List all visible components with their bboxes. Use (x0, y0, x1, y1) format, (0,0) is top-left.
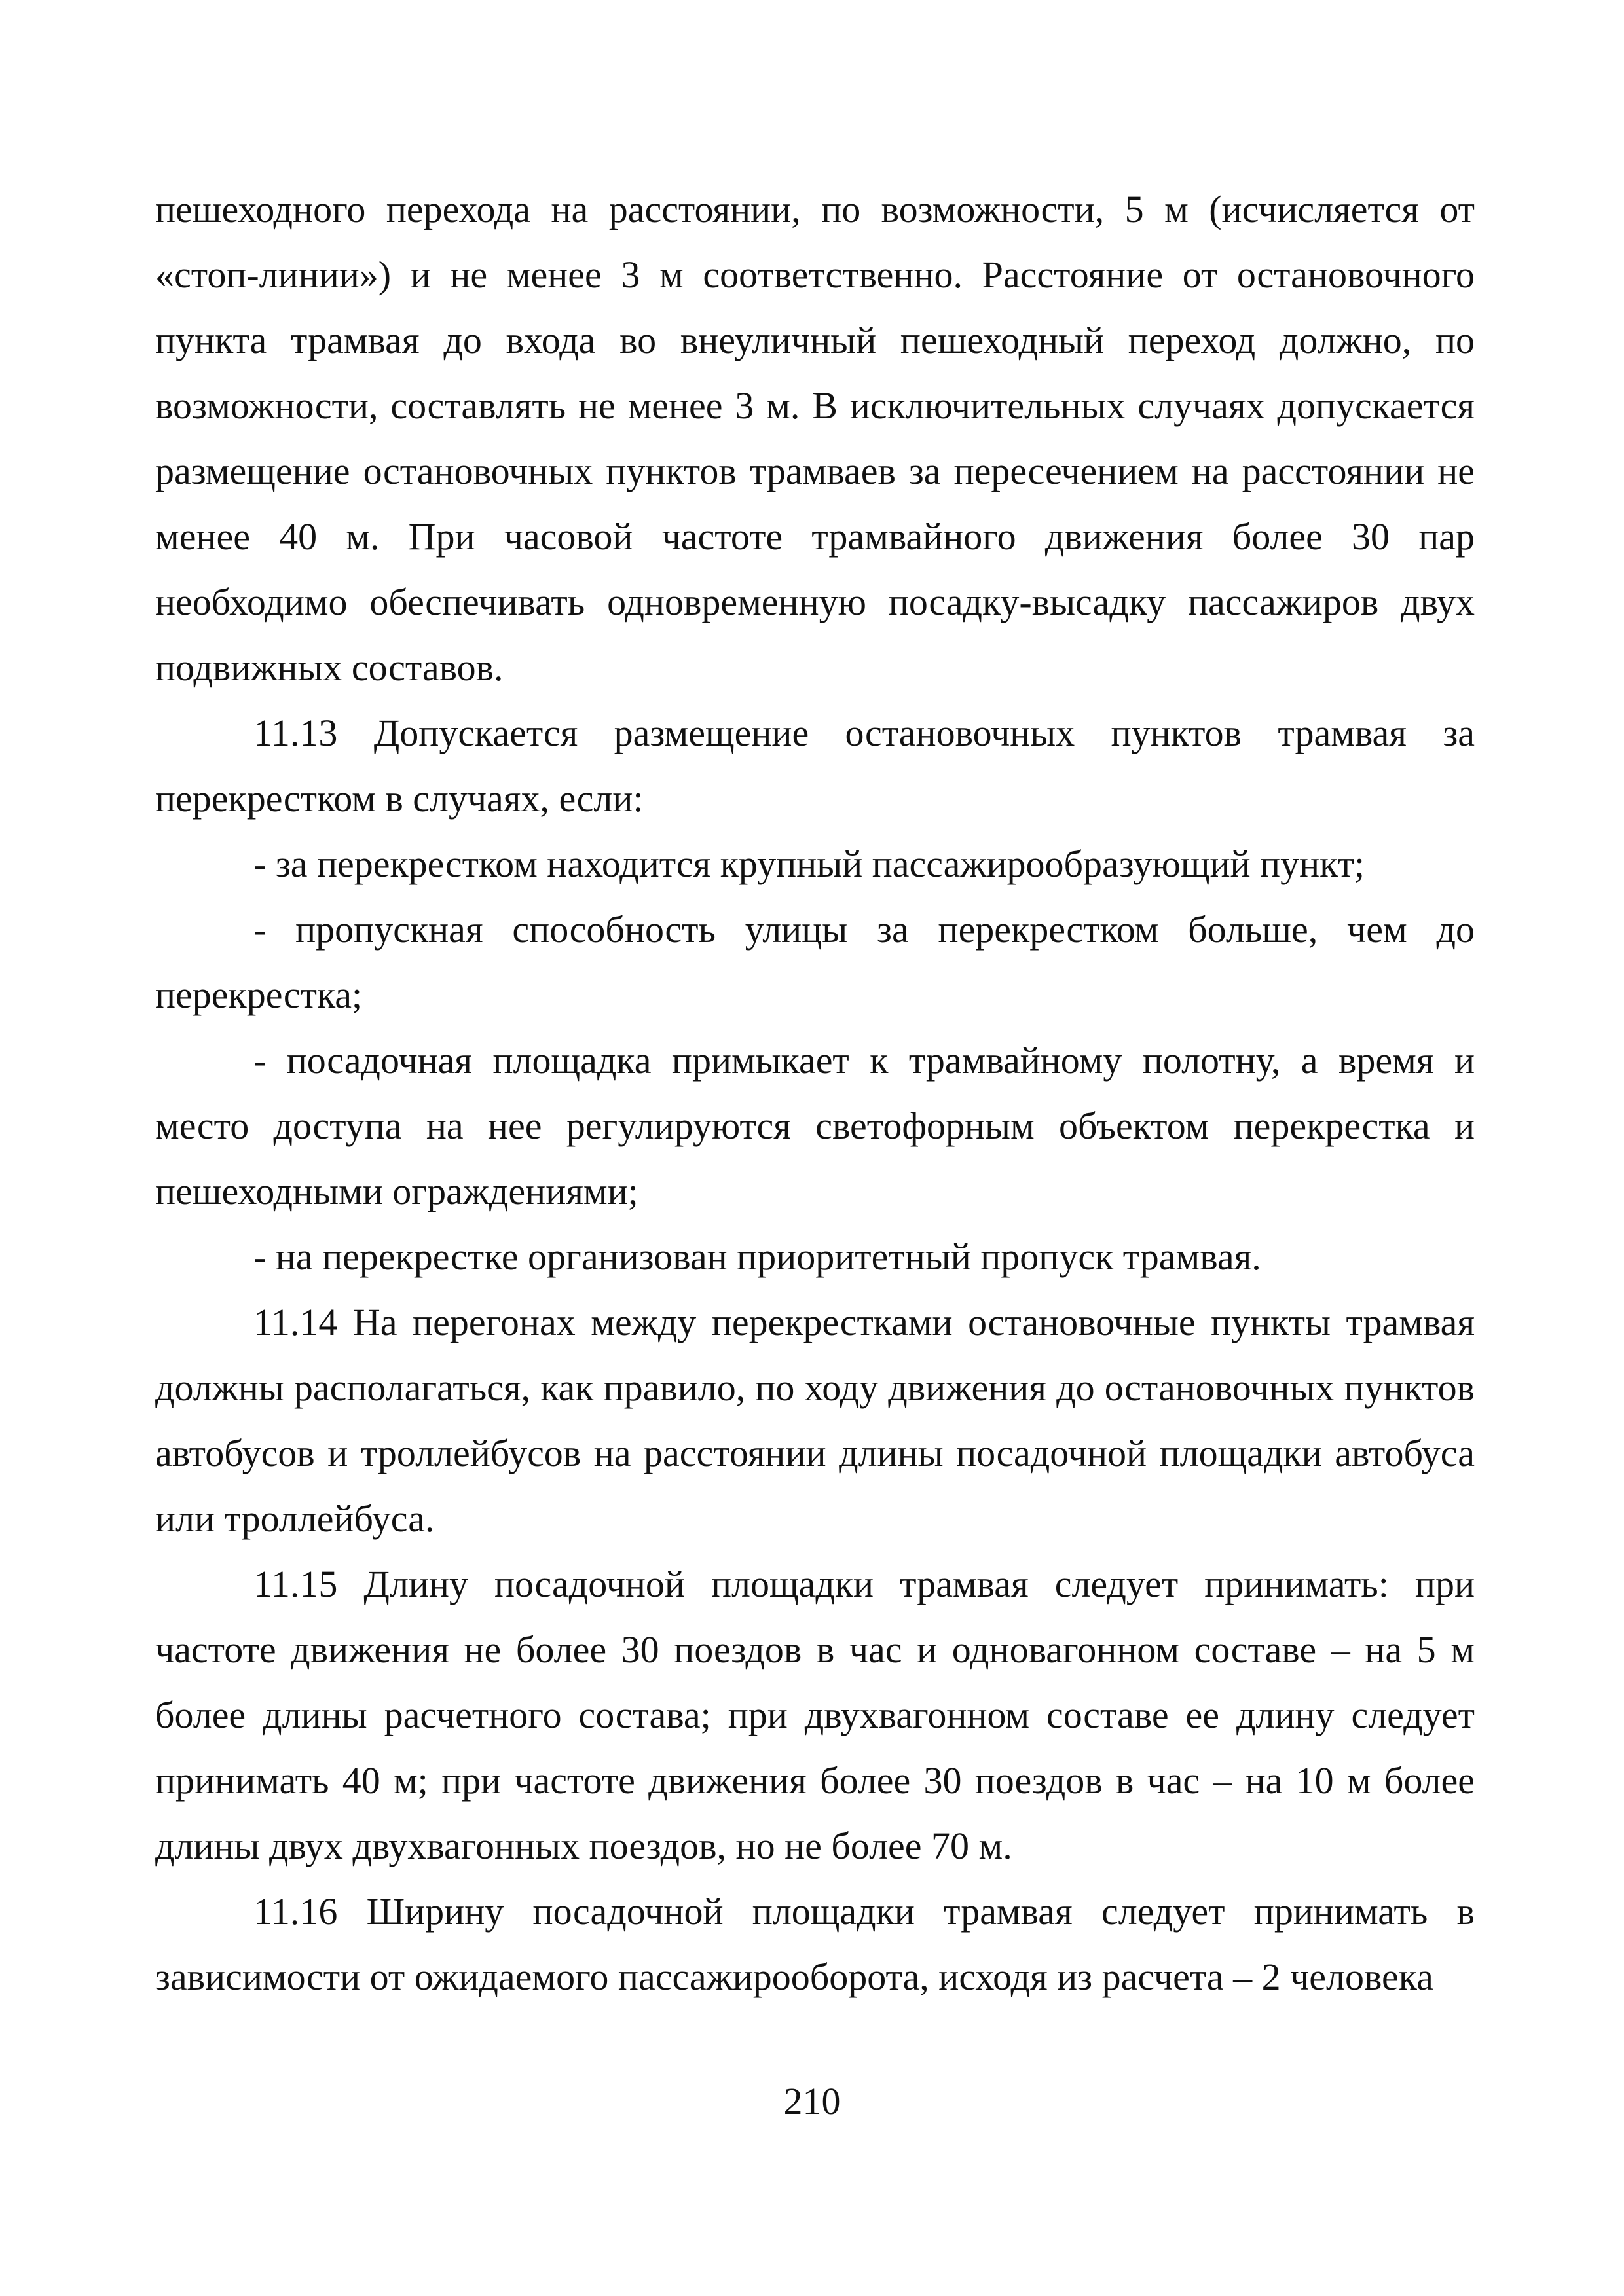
document-body (155, 177, 1475, 2010)
list-item-boarding-platform: - посадочная площадка примыкает к трамвайному полотну, а время и место доступа на нее регулируются светофорным объектом перекрестка и пешеходными ограждениями; (155, 1039, 1475, 1212)
paragraph-11-15: 11.15 Длину посадочной площадки трамвая следует принимать: при частоте движения не более 30 поездов в час и одновагонном составе – на 5 м более длины расчетного состава; при двухвагонном составе ее длину следует принимать 40 м; при частоте движения более 30 поездов в час – на 10 м более длины двух двухвагонных поездов, но не более 70 м. (155, 1563, 1475, 1867)
paragraph-11-13: 11.13 Допускается размещение остановочных пунктов трамвая за перекрестком в случаях, если: (155, 712, 1475, 820)
paragraph-11-14: 11.14 На перегонах между перекрестками остановочные пункты трамвая должны располагаться, как правило, по ходу движения до остановочных пунктов автобусов и троллейбусов на расстоянии длины посадочной площадки автобуса или троллейбуса. (155, 1301, 1475, 1540)
page-number: 210 (783, 2080, 841, 2123)
paragraph-11-16: 11.16 Ширину посадочной площадки трамвая следует принимать в зависимости от ожидаемого пассажирооборота, исходя из расчета – 2 человека (155, 1890, 1475, 1998)
list-item-tram-priority: - на перекрестке организован приоритетный пропуск трамвая. (253, 1235, 1261, 1278)
paragraph-continuation: пешеходного перехода на расстоянии, по возможности, 5 м (исчисляется от «стоп-линии») и не менее 3 м соответственно. Расстояние от остановочного пункта трамвая до входа во внеуличный пешеходный переход должно, по возможности, составлять не менее 3 м. В исключительных случаях допускается размещение остановочных пунктов трамваев за пересечением на расстоянии не менее 40 м. При часовой частоте трамвайного движения более 30 пар необходимо обеспечивать одновременную посадку-высадку пассажиров двух подвижных составов. (155, 188, 1475, 689)
list-item-street-capacity: - пропускная способность улицы за перекрестком больше, чем до перекрестка; (155, 908, 1475, 1016)
list-item-passenger-point: - за перекрестком находится крупный пассажирообразующий пункт; (253, 843, 1365, 885)
